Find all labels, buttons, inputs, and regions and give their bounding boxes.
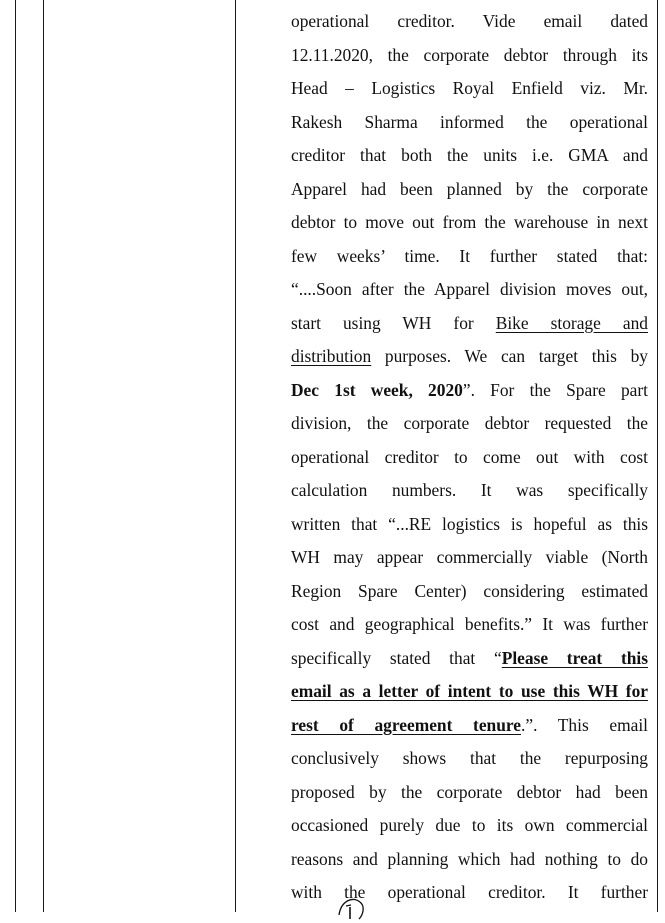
- column-divider-2: [235, 0, 236, 912]
- text-run: Please treat this: [501, 647, 649, 668]
- text-line: [291, 39, 648, 73]
- text-run: purposes. We can target this by: [371, 346, 648, 366]
- text-run: creditor that both the units i.e. GMA and: [291, 145, 648, 165]
- text-line: [291, 608, 648, 642]
- text-run: debtor to move out from the warehouse in next: [291, 212, 648, 232]
- text-line: [291, 5, 648, 39]
- signature-mark: [333, 893, 373, 923]
- text-line: [291, 541, 648, 575]
- text-run: proposed by the corporate debtor had been: [291, 781, 648, 802]
- text-run: Head – Logistics Royal Enfield viz. Mr.: [291, 78, 648, 98]
- text-line: [291, 709, 648, 743]
- text-line: [291, 139, 648, 173]
- text-line: [291, 474, 648, 508]
- text-run: ”. For the Spare part: [462, 379, 648, 400]
- table-border-left: [15, 0, 16, 912]
- text-line: [291, 240, 648, 274]
- text-run: operational creditor. Vide email dated: [291, 11, 648, 31]
- paragraph-text: [291, 5, 648, 910]
- text-run: operational creditor to come out with cost: [291, 446, 648, 467]
- text-line: [291, 206, 648, 240]
- text-line: [291, 374, 648, 408]
- text-run: “....Soon after the Apparel division moves out,: [291, 279, 648, 299]
- text-run: specifically stated that “: [291, 647, 502, 668]
- text-run: WH may appear commercially viable (North: [291, 547, 648, 567]
- text-run: Region Spare Center) considering estimated: [291, 580, 648, 601]
- text-run: division, the corporate debtor requested the: [291, 413, 648, 433]
- text-line: [291, 273, 648, 307]
- text-run: distribution: [291, 346, 372, 366]
- text-line: [291, 508, 648, 542]
- text-run: cost and geographical benefits.” It was further: [291, 614, 648, 634]
- text-line: [291, 843, 648, 877]
- text-line: [291, 742, 648, 776]
- text-run: 12.11.2020, the corporate debtor through its: [291, 44, 648, 65]
- text-run: Rakesh Sharma informed the operational: [291, 111, 648, 132]
- text-line: [291, 776, 648, 810]
- text-run: Bike storage and: [495, 312, 648, 333]
- text-line: [291, 575, 648, 609]
- text-run: with the operational creditor. It further: [291, 882, 648, 902]
- text-run: few weeks’ time. It further stated that:: [291, 245, 648, 266]
- text-run: occasioned purely due to its own commercial: [291, 815, 648, 835]
- text-line: [291, 809, 648, 843]
- text-run: Apparel had been planned by the corporate: [291, 178, 648, 199]
- text-line: [291, 675, 648, 709]
- text-line: [291, 173, 648, 207]
- text-run: start using WH for: [291, 312, 496, 333]
- text-run: Dec 1st week, 2020: [291, 379, 463, 400]
- text-line: [291, 407, 648, 441]
- text-run: written that “...RE logistics is hopeful as this: [291, 513, 648, 534]
- text-run: conclusively shows that the repurposing: [291, 748, 648, 768]
- column-divider-1: [43, 0, 44, 912]
- text-run: .”. This email: [521, 714, 648, 735]
- text-line: [291, 72, 648, 106]
- table-border-right: [657, 0, 658, 912]
- text-run: reasons and planning which had nothing to do: [291, 848, 648, 869]
- text-line: [291, 642, 648, 676]
- text-run: calculation numbers. It was specifically: [291, 480, 648, 500]
- text-line: [291, 441, 648, 475]
- text-line: [291, 307, 648, 341]
- text-run: rest of agreement tenure: [291, 714, 522, 735]
- text-run: email as a letter of intent to use this WH for: [291, 681, 648, 701]
- text-line: [291, 106, 648, 140]
- text-line: [291, 340, 648, 374]
